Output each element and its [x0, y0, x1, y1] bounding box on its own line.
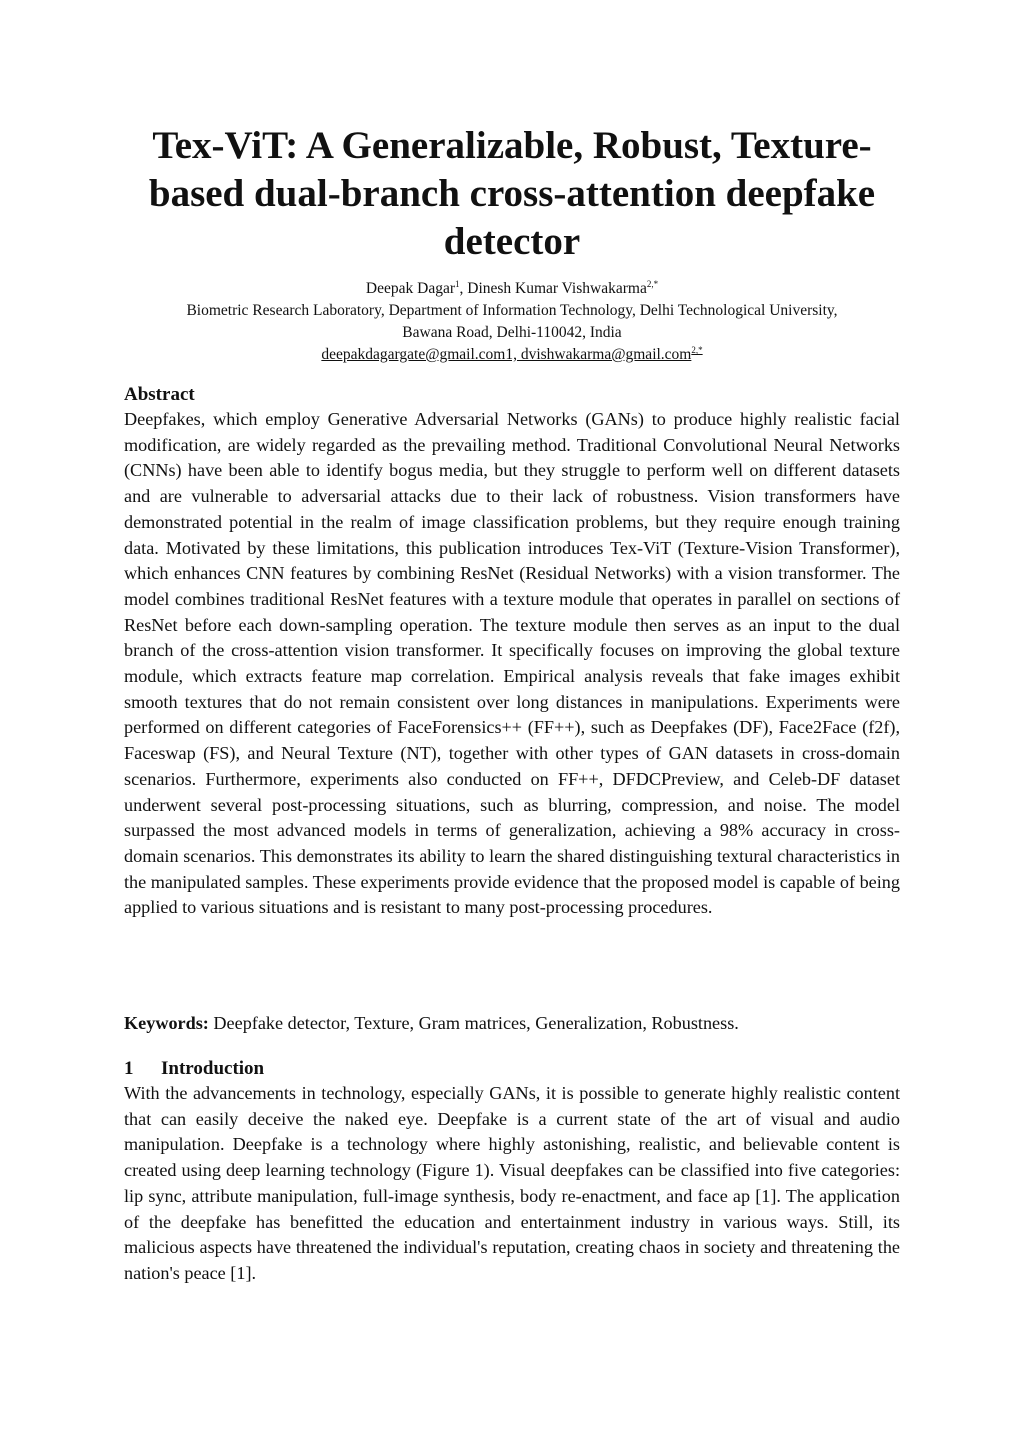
- abstract-heading: Abstract: [124, 384, 195, 405]
- keywords-label: Keywords:: [124, 1013, 209, 1033]
- email-affiliation-mark: 2,*: [691, 344, 703, 355]
- abstract-text: Deepfakes, which employ Generative Adversarial Networks (GANs) to produce highly realistic facial modification, are widely regarded as the prevailing method. Traditional Convolutional Neural Networks (CNNs) have been able to identify bogus media, but they struggle to perform well on different datasets and are vulnerable to adversarial attacks due to their lack of robustness. Vision transformers have demonstrated potential in the realm of image classification problems, but they require enough training data. Motivated by these limitations, this publication introduces Tex-ViT (Texture-Vision Transformer), which enhances CNN features by combining ResNet (Residual Networks) with a vision transformer. The model combines traditional ResNet features with a texture module that operates in parallel on sections of ResNet before each down-sampling operation. The texture module then serves as an input to the dual branch of the cross-attention vision transformer. It specifically focuses on improving the global texture module, which extracts feature map correlation. Empirical analysis reveals that fake images exhibit smooth textures that do not remain consistent over long distances in manipulations. Experiments were performed on different categories of FaceForensics++ (FF++), such as Deepfakes (DF), Face2Face (f2f), Faceswap (FS), and Neural Texture (NT), together with other types of GAN datasets in cross-domain scenarios. Furthermore, experiments also conducted on FF++, DFDCPreview, and Celeb-DF dataset underwent several post-processing situations, such as blurring, compression, and noise. The model surpassed the most advanced models in terms of generalization, achieving a 98% accuracy in cross-domain scenarios. This demonstrates its ability to learn the shared distinguishing textural characteristics in the manipulated samples. These experiments provide evidence that the proposed model is capable of being applied to various situations and is resistant to many post-processing procedures.: [124, 409, 900, 918]
- introduction-text: With the advancements in technology, especially GANs, it is possible to generate highly realistic content that can easily deceive the naked eye. Deepfake is a current state of the art of visual and audio manipulation. Deepfake is a technology where highly astonishing, realistic, and believable content is created using deep learning technology (Figure 1). Visual deepfakes can be classified into five categories: lip sync, attribute manipulation, full-image synthesis, body re-enactment, and face ap [1]. The application of the deepfake has benefitted the education and entertainment industry in various ways. Still, its malicious aspects have threatened the individual's reputation, creating chaos in society and threatening the nation's peace [1].: [124, 1083, 900, 1283]
- introduction-heading: [124, 1058, 264, 1080]
- email-line: [104, 344, 920, 366]
- affiliation-line: Biometric Research Laboratory, Department of Information Technology, Delhi Technological University,: [186, 302, 838, 319]
- keywords-line: [124, 1011, 900, 1037]
- section-number: 1: [124, 1058, 134, 1079]
- paper-title: Tex-ViT: A Generalizable, Robust, Texture-based dual-branch cross-attention deepfake detector: [148, 124, 876, 263]
- keywords-text: Deepfake detector, Texture, Gram matrices, Generalization, Robustness.: [208, 1013, 739, 1033]
- author-name: Deepak Dagar: [365, 280, 455, 297]
- author-affiliation-mark: 2,*: [646, 278, 659, 289]
- author-separator: ,: [459, 280, 468, 297]
- affiliation-line: Bawana Road, Delhi-110042, India: [402, 324, 622, 341]
- author-block: [104, 278, 920, 366]
- section-title: Introduction: [161, 1058, 265, 1079]
- author-line: [104, 278, 920, 300]
- author-emails[interactable]: deepakdagargate@gmail.com1, dvishwakarma@gmail.com: [321, 346, 692, 363]
- author-name: Dinesh Kumar Vishwakarma: [467, 280, 647, 297]
- author-affiliation-mark: 1: [455, 278, 460, 289]
